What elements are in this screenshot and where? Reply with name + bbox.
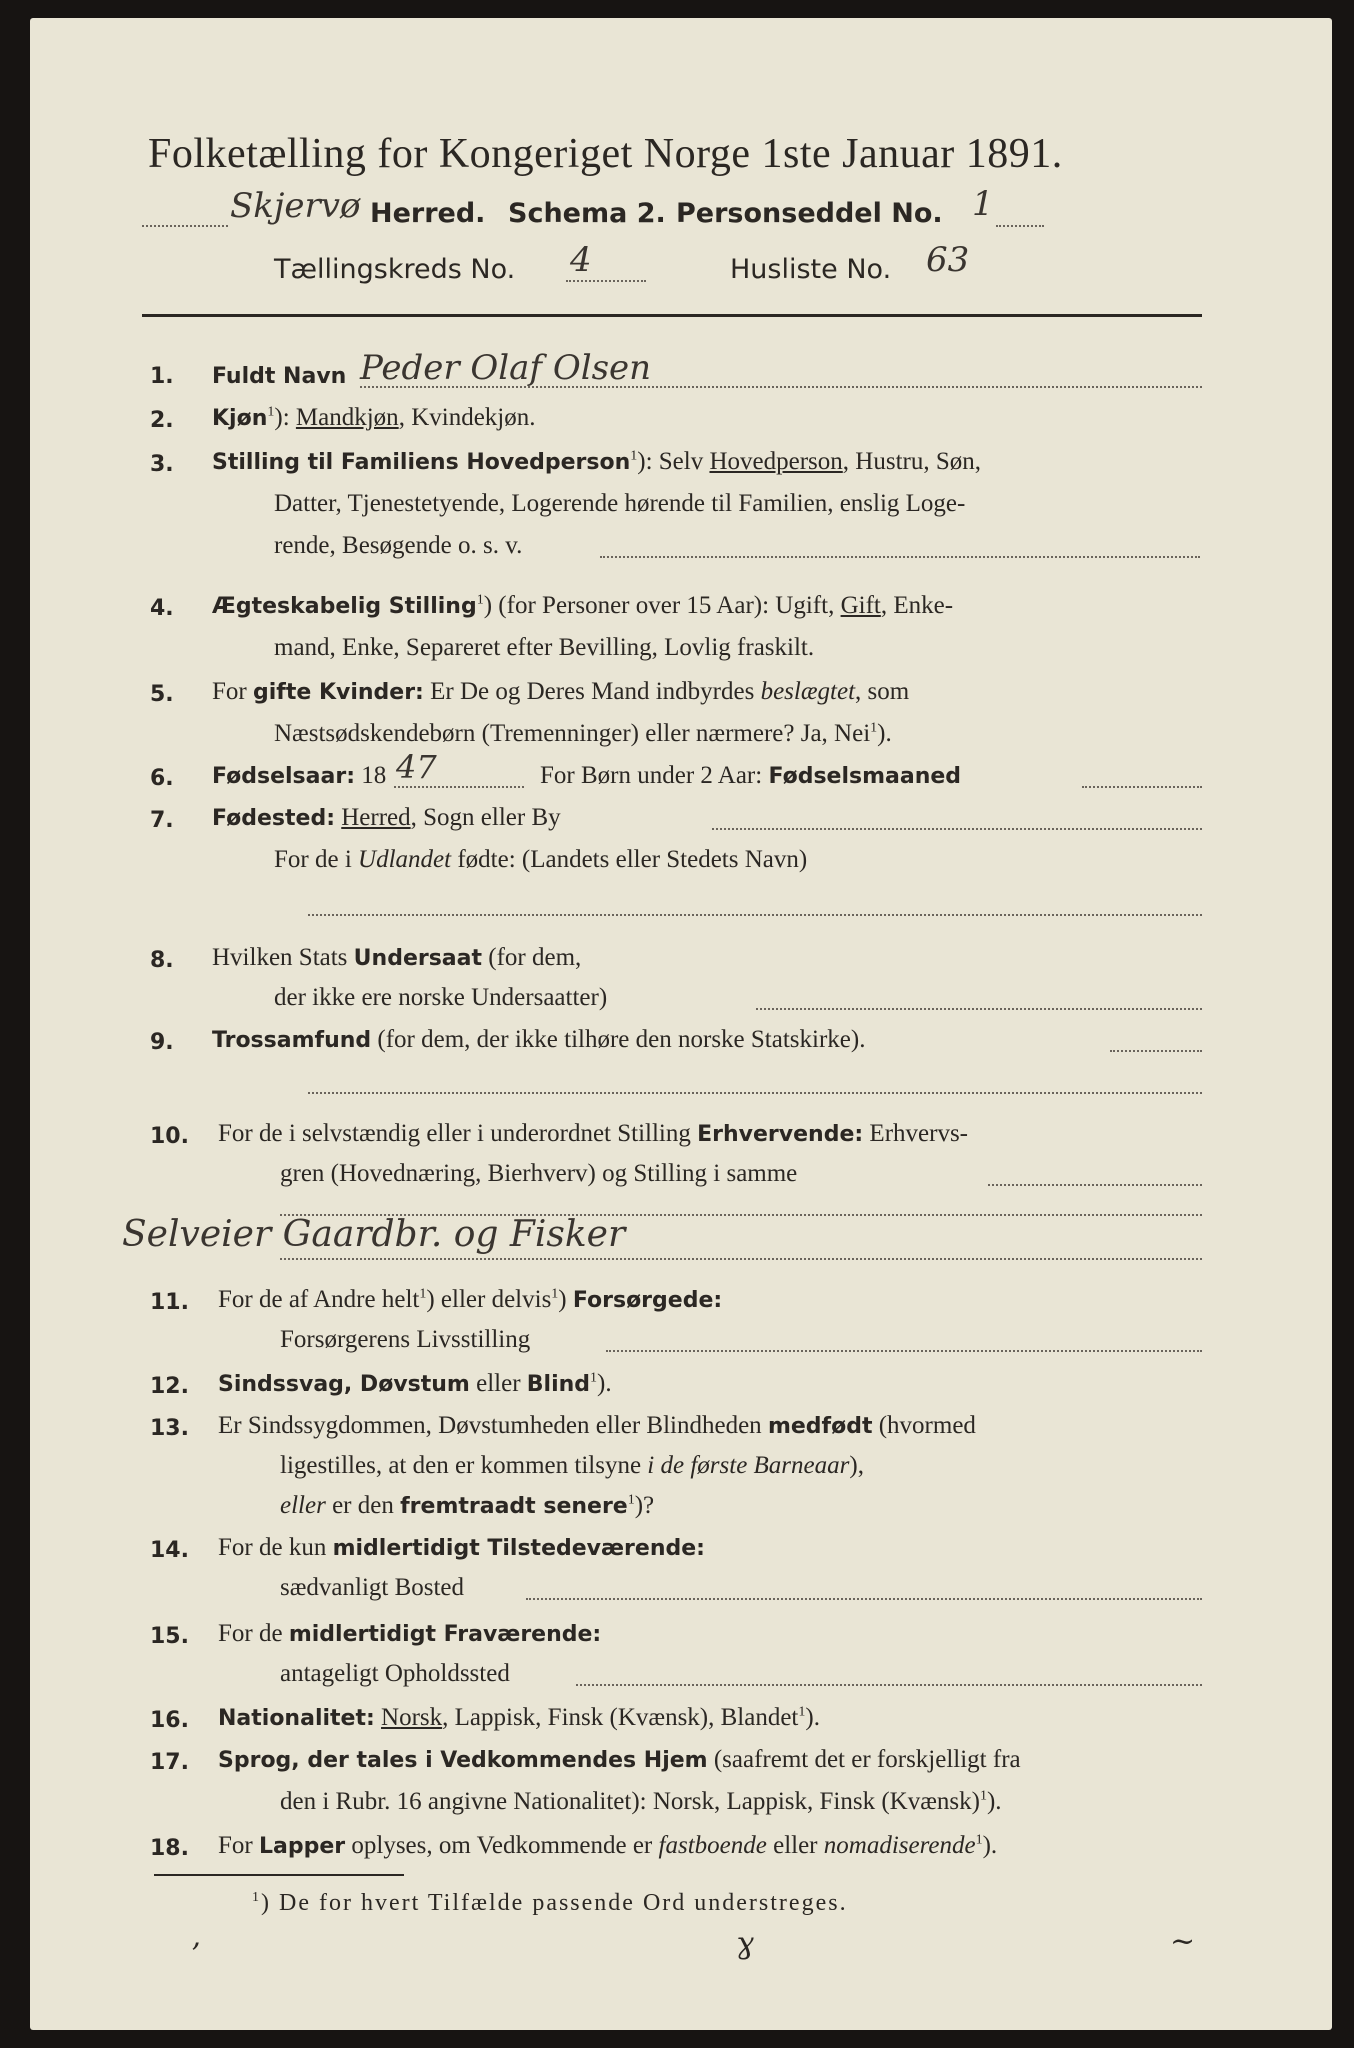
language-line-2: den i Rubr. 16 angivne Nationalitet): Norsk, Lappisk, Finsk (Kvænsk)$^1$). (280, 1788, 1002, 1815)
language-line-1: Sprog, der tales i Vedkommendes Hjem (saafremt det er forskjelligt fra (218, 1746, 1021, 1773)
dotted-line (996, 225, 1044, 227)
dotted-line (308, 1092, 1202, 1094)
congenital-line-3: eller er den fremtraadt senere$^1$)? (280, 1492, 655, 1519)
item-number: 9. (150, 1030, 174, 1055)
personseddel-number-handwritten: 1 (972, 184, 994, 224)
dotted-line (566, 280, 646, 282)
dotted-line (142, 225, 228, 227)
item-number: 11. (150, 1290, 189, 1315)
temp-present-line-2: sædvanligt Bosted (280, 1574, 465, 1601)
item-number: 18. (150, 1836, 189, 1861)
item-number: 8. (150, 948, 174, 973)
dotted-line (1110, 1050, 1202, 1052)
family-position-line-1: Stilling til Familiens Hovedperson$^1$): Selv Hovedperson, Hustru, Søn, (212, 448, 981, 475)
birthplace-line-1: Fødested: Herred, Sogn eller By (212, 804, 561, 831)
item-number: 5. (150, 682, 174, 707)
taellingskreds-number-handwritten: 4 (570, 240, 592, 280)
disability-line: Sindssvag, Døvstum eller Blind$^1$). (218, 1370, 612, 1397)
nationality-line: Nationalitet: Norsk, Lappisk, Finsk (Kvænsk), Blandet$^1$). (218, 1704, 820, 1731)
full-name-label: Fuldt Navn (212, 364, 347, 389)
item-number: 4. (150, 596, 174, 621)
item-number: 1. (150, 364, 174, 389)
dotted-line (606, 1350, 1202, 1352)
schema-label: Schema 2. (508, 198, 666, 229)
dotted-line (308, 914, 1202, 916)
dotted-line (280, 1258, 1202, 1260)
taellingskreds-label: Tællingskreds No. (274, 254, 516, 285)
marital-status-line-1: Ægteskabelig Stilling$^1$) (for Personer over 15 Aar): Ugift, Gift, Enke- (212, 592, 954, 619)
dotted-line (1082, 786, 1202, 788)
item-number: 17. (150, 1750, 189, 1775)
birth-year-line: Fødselsaar: 18 (212, 762, 387, 789)
full-name-handwritten: Peder Olaf Olsen (360, 348, 652, 388)
husliste-number-handwritten: 63 (926, 240, 970, 280)
marital-status-line-2: mand, Enke, Separeret efter Bevilling, Lovlig fraskilt. (274, 634, 815, 661)
item-number: 15. (150, 1624, 189, 1649)
footnote-rule (154, 1874, 404, 1876)
item-number: 3. (150, 452, 174, 477)
birth-year-handwritten: 47 (396, 748, 437, 786)
item-number: 6. (150, 766, 174, 791)
census-form (30, 18, 1332, 2030)
herred-label: Herred. (370, 198, 486, 229)
dependents-line-1: For de af Andre helt$^1$) eller delvis$^1$) Forsørgede: (218, 1286, 723, 1313)
congenital-line-2: ligestilles, at den er kommen tilsyne i de første Barneaar), (280, 1452, 864, 1479)
item-number: 7. (150, 808, 174, 833)
temp-absent-line-1: For de midlertidigt Fraværende: (218, 1620, 602, 1647)
pencil-mark: ʼ (190, 1938, 200, 1973)
dotted-line (988, 1184, 1202, 1186)
dotted-line (360, 386, 1202, 388)
header-rule (142, 314, 1202, 317)
lapps-line: For Lapper oplyses, om Vedkommende er fastboende eller nomadiserende$^1$). (218, 1832, 998, 1859)
husliste-label: Husliste No. (730, 254, 892, 285)
occupation-line-2: gren (Hovednæring, Bierhverv) og Stilling i samme (280, 1160, 798, 1187)
item-number: 12. (150, 1374, 189, 1399)
item-number: 14. (150, 1538, 189, 1563)
form-title: Folketælling for Kongeriget Norge 1ste Januar 1891. (148, 131, 1063, 177)
item-number: 10. (150, 1124, 189, 1149)
temp-absent-line-2: antageligt Opholdssted (280, 1660, 510, 1687)
dotted-line (526, 1598, 1202, 1600)
dependents-line-2: Forsørgerens Livsstilling (280, 1326, 531, 1353)
occupation-handwritten: Selveier Gaardbr. og Fisker (122, 1214, 626, 1255)
item-number: 13. (150, 1416, 189, 1441)
item-number: 16. (150, 1708, 189, 1733)
congenital-line-1: Er Sindssygdommen, Døvstumheden eller Blindheden medfødt (hvormed (218, 1412, 976, 1439)
religion-line: Trossamfund (for dem, der ikke tilhøre den norske Statskirke). (212, 1026, 866, 1053)
citizenship-line-2: der ikke ere norske Undersaatter) (274, 984, 608, 1011)
dotted-line (394, 786, 524, 788)
family-position-line-3: rende, Besøgende o. s. v. (274, 532, 523, 559)
occupation-line-1: For de i selvstændig eller i underordnet Stilling Erhvervende: Erhvervs- (218, 1120, 968, 1147)
herred-name-handwritten: Skjervø (230, 186, 361, 226)
family-position-line-2: Datter, Tjenestetyende, Logerende hørende til Familien, enslig Loge- (274, 490, 966, 517)
pencil-mark: ~ (1170, 1924, 1196, 1959)
citizenship-line-1: Hvilken Stats Undersaat (for dem, (212, 944, 582, 971)
pencil-mark: ɣ (736, 1926, 754, 1961)
dotted-line (712, 828, 1202, 830)
item-number: 2. (150, 408, 174, 433)
dotted-line (756, 1008, 1202, 1010)
birth-month-line: For Børn under 2 Aar: Fødselsmaaned (540, 762, 962, 789)
married-women-line-1: For gifte Kvinder: Er De og Deres Mand indbyrdes beslægtet, som (212, 678, 910, 705)
footnote: $^1$) De for hvert Tilfælde passende Ord understreges. (252, 1890, 848, 1916)
birthplace-line-2: For de i Udlandet fødte: (Landets eller Stedets Navn) (274, 846, 808, 873)
dotted-line (600, 556, 1200, 558)
personseddel-label: Personseddel No. (676, 198, 943, 229)
gender-line: Kjøn$^1$): Mandkjøn, Kvindekjøn. (212, 404, 536, 431)
temp-present-line-1: For de kun midlertidigt Tilstedeværende: (218, 1534, 705, 1561)
dotted-line (576, 1684, 1202, 1686)
married-women-line-2: Næstsødskendebørn (Tremenninger) eller nærmere? Ja, Nei$^1$). (274, 720, 892, 747)
